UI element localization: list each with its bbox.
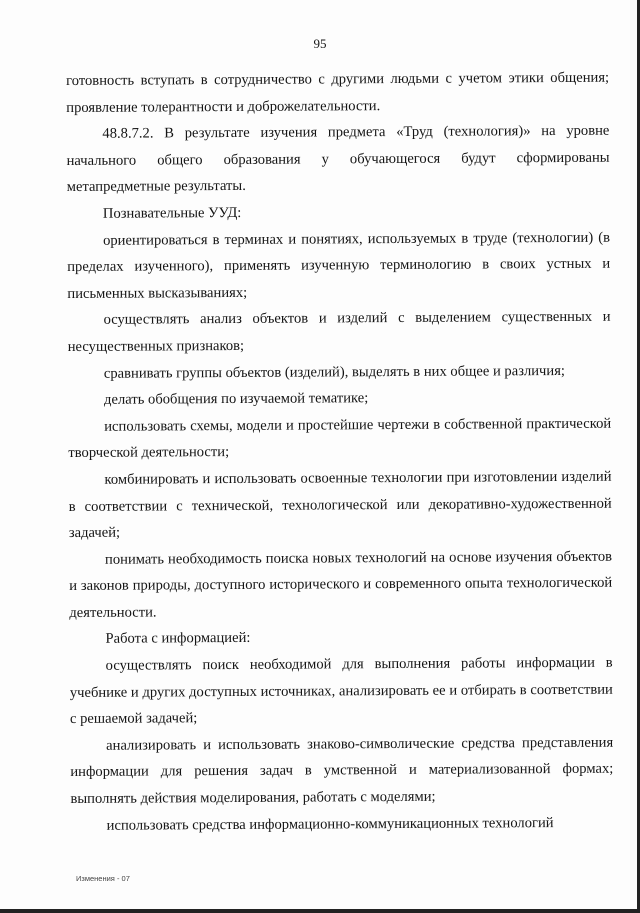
- scan-edge-bottom: [0, 909, 640, 913]
- paragraph: готовность вступать в сотрудничество с другими людьми с учетом этики общения; проявление толерантности и доброжелательности.: [66, 69, 610, 116]
- list-item: делать обобщения по изучаемой тематике;: [103, 390, 369, 408]
- subheading-cognitive-uud: Познавательные УУД:: [102, 204, 242, 222]
- list-item: анализировать и использовать знаково-символические средства представления информации для решения задач в умственной и материализованной формах; выполнять действия моделирования, работать с моделями;: [70, 734, 614, 808]
- list-item: осуществлять анализ объектов и изделий с выделением существенных и несущественных признаков;: [67, 309, 611, 355]
- body-text: [66, 65, 614, 840]
- list-item: сравнивать группы объектов (изделий), выделять в них общее и различия;: [103, 362, 565, 382]
- footer-revision-note: Изменения - 07: [76, 874, 130, 883]
- paragraph-section-heading: 48.8.7.2. В результате изучения предмета «Труд (технология)» на уровне начального общего образования у обучающегося будут сформированы метапредметные результаты.: [66, 122, 610, 196]
- list-item: использовать средства информационно-коммуникационных технологий: [106, 814, 554, 834]
- list-item: использовать схемы, модели и простейшие чертежи в собственной практической творческой деятельности;: [68, 415, 612, 462]
- list-item: понимать необходимость поиска новых технологий на основе изучения объектов и законов природы, доступного исторического и современного опыта технологической деятельности.: [69, 548, 613, 621]
- list-item: комбинировать и использовать освоенные технологии при изготовлении изделий в соответствии с технической, технологической или декоративно-художественной задачей;: [68, 468, 612, 542]
- page-number: 95: [313, 36, 327, 51]
- list-item: осуществлять поиск необходимой для выполнения работы информации в учебнике и других доступных источниках, анализировать ее и отбирать в соответствии с решаемой задачей;: [69, 654, 613, 728]
- subheading-working-with-information: Работа с информацией:: [105, 630, 251, 648]
- list-item: ориентироваться в терминах и понятиях, используемых в труде (технологии) (в пределах изученного), применять изученную терминологию в своих устных и письменных высказываниях;: [67, 229, 611, 302]
